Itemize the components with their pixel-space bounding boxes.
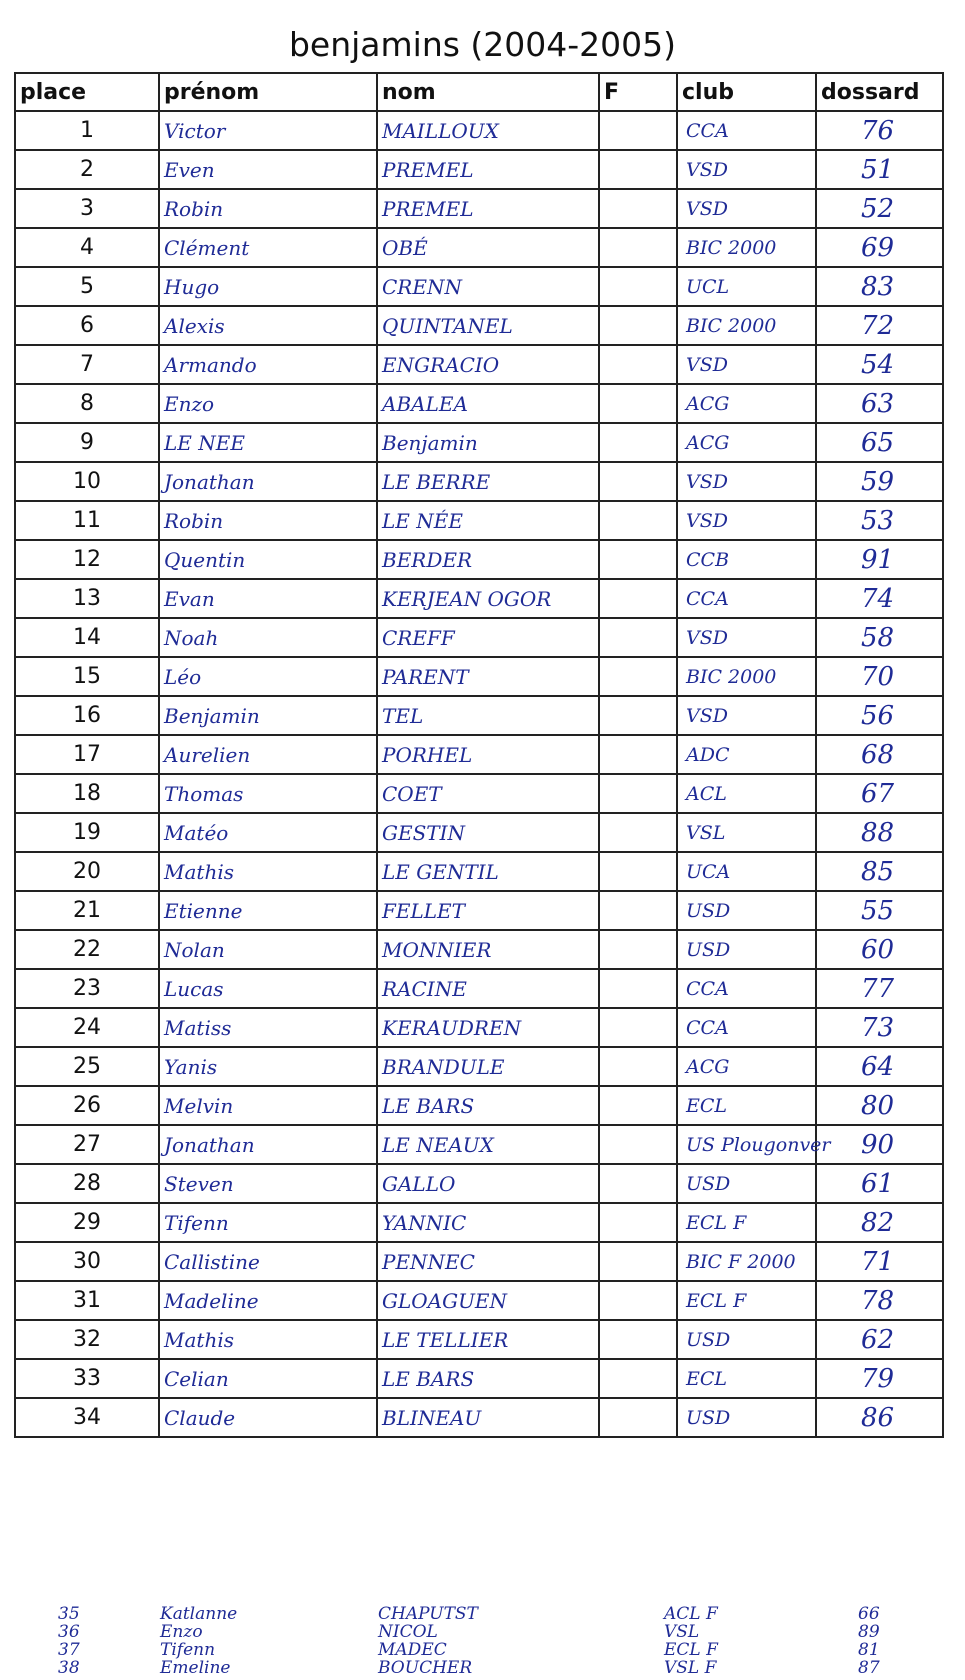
cell-club: BIC 2000 bbox=[677, 657, 816, 696]
cell-prenom: Quentin bbox=[159, 540, 377, 579]
cell-f bbox=[599, 1398, 677, 1437]
cell-nom: BERDER bbox=[377, 540, 599, 579]
cell-f bbox=[599, 696, 677, 735]
cell-dossard: 59 bbox=[816, 462, 943, 501]
cell-nom: YANNIC bbox=[377, 1203, 599, 1242]
cell-place: 28 bbox=[15, 1164, 159, 1203]
cell-place: 1 bbox=[15, 111, 159, 150]
table-row bbox=[15, 111, 943, 150]
table-row bbox=[15, 1359, 943, 1398]
cell-dossard: 91 bbox=[816, 540, 943, 579]
cell-nom: LE NÉE bbox=[377, 501, 599, 540]
extra-nom: MADEC bbox=[378, 1640, 447, 1660]
table-row bbox=[15, 228, 943, 267]
table-row bbox=[15, 657, 943, 696]
cell-place: 33 bbox=[15, 1359, 159, 1398]
cell-dossard: 77 bbox=[816, 969, 943, 1008]
table-row bbox=[15, 1008, 943, 1047]
cell-club: BIC 2000 bbox=[677, 228, 816, 267]
table-row bbox=[15, 1281, 943, 1320]
extra-club: VSL F bbox=[664, 1658, 717, 1678]
cell-place: 21 bbox=[15, 891, 159, 930]
extra-club: ACL F bbox=[664, 1604, 718, 1624]
cell-nom: LE NEAUX bbox=[377, 1125, 599, 1164]
cell-prenom: Robin bbox=[159, 501, 377, 540]
cell-f bbox=[599, 1242, 677, 1281]
table-row bbox=[15, 1125, 943, 1164]
cell-nom: TEL bbox=[377, 696, 599, 735]
header-nom: nom bbox=[377, 73, 599, 111]
cell-place: 24 bbox=[15, 1008, 159, 1047]
extra-club: ECL F bbox=[664, 1640, 718, 1660]
cell-dossard: 56 bbox=[816, 696, 943, 735]
cell-f bbox=[599, 657, 677, 696]
cell-dossard: 83 bbox=[816, 267, 943, 306]
cell-prenom: Jonathan bbox=[159, 1125, 377, 1164]
cell-club: ACL bbox=[677, 774, 816, 813]
cell-f bbox=[599, 501, 677, 540]
cell-club: VSD bbox=[677, 501, 816, 540]
cell-place: 23 bbox=[15, 969, 159, 1008]
cell-club: UCL bbox=[677, 267, 816, 306]
cell-prenom: Lucas bbox=[159, 969, 377, 1008]
cell-nom: PREMEL bbox=[377, 150, 599, 189]
cell-place: 5 bbox=[15, 267, 159, 306]
table-row bbox=[15, 813, 943, 852]
header-prenom: prénom bbox=[159, 73, 377, 111]
table-row bbox=[15, 696, 943, 735]
extra-nom: BOUCHER bbox=[378, 1658, 473, 1678]
cell-dossard: 61 bbox=[816, 1164, 943, 1203]
cell-club: CCA bbox=[677, 579, 816, 618]
cell-place: 11 bbox=[15, 501, 159, 540]
cell-prenom: Even bbox=[159, 150, 377, 189]
cell-nom: CREFF bbox=[377, 618, 599, 657]
cell-club: BIC F 2000 bbox=[677, 1242, 816, 1281]
cell-f bbox=[599, 1086, 677, 1125]
cell-place: 14 bbox=[15, 618, 159, 657]
cell-f bbox=[599, 1359, 677, 1398]
cell-f bbox=[599, 267, 677, 306]
cell-dossard: 80 bbox=[816, 1086, 943, 1125]
cell-nom: GESTIN bbox=[377, 813, 599, 852]
cell-nom: PORHEL bbox=[377, 735, 599, 774]
cell-club: ECL F bbox=[677, 1281, 816, 1320]
header-club: club bbox=[677, 73, 816, 111]
table-row bbox=[15, 1086, 943, 1125]
cell-prenom: Jonathan bbox=[159, 462, 377, 501]
cell-prenom: Tifenn bbox=[159, 1203, 377, 1242]
cell-nom: LE BARS bbox=[377, 1359, 599, 1398]
table-row bbox=[15, 345, 943, 384]
cell-dossard: 65 bbox=[816, 423, 943, 462]
cell-f bbox=[599, 735, 677, 774]
cell-f bbox=[599, 540, 677, 579]
cell-nom: LE BARS bbox=[377, 1086, 599, 1125]
cell-dossard: 79 bbox=[816, 1359, 943, 1398]
page-title: benjamins (2004-2005) bbox=[288, 25, 677, 64]
cell-prenom: Nolan bbox=[159, 930, 377, 969]
cell-club: USD bbox=[677, 930, 816, 969]
cell-prenom: Robin bbox=[159, 189, 377, 228]
cell-dossard: 78 bbox=[816, 1281, 943, 1320]
cell-f bbox=[599, 969, 677, 1008]
cell-dossard: 62 bbox=[816, 1320, 943, 1359]
cell-club: ECL F bbox=[677, 1203, 816, 1242]
extra-place: 38 bbox=[58, 1658, 80, 1678]
cell-f bbox=[599, 774, 677, 813]
cell-prenom: Armando bbox=[159, 345, 377, 384]
table-row bbox=[15, 930, 943, 969]
cell-f bbox=[599, 111, 677, 150]
cell-place: 32 bbox=[15, 1320, 159, 1359]
extra-dossard: 81 bbox=[858, 1640, 880, 1660]
table-row bbox=[15, 189, 943, 228]
cell-f bbox=[599, 813, 677, 852]
cell-club: US Plougonver bbox=[677, 1125, 816, 1164]
cell-prenom: Madeline bbox=[159, 1281, 377, 1320]
table-row bbox=[15, 579, 943, 618]
extra-prenom: Tifenn bbox=[160, 1640, 216, 1660]
cell-nom: GALLO bbox=[377, 1164, 599, 1203]
cell-dossard: 90 bbox=[816, 1125, 943, 1164]
table-row bbox=[15, 423, 943, 462]
table-row bbox=[15, 852, 943, 891]
cell-club: VSD bbox=[677, 462, 816, 501]
cell-prenom: Matiss bbox=[159, 1008, 377, 1047]
cell-dossard: 67 bbox=[816, 774, 943, 813]
cell-club: USD bbox=[677, 1320, 816, 1359]
extra-row bbox=[0, 1659, 965, 1677]
cell-nom: PENNEC bbox=[377, 1242, 599, 1281]
cell-prenom: Matéo bbox=[159, 813, 377, 852]
cell-nom: CRENN bbox=[377, 267, 599, 306]
cell-f bbox=[599, 1008, 677, 1047]
cell-f bbox=[599, 384, 677, 423]
cell-f bbox=[599, 1203, 677, 1242]
table-row bbox=[15, 384, 943, 423]
cell-nom: LE GENTIL bbox=[377, 852, 599, 891]
table-row bbox=[15, 1047, 943, 1086]
cell-club: VSD bbox=[677, 618, 816, 657]
cell-club: CCA bbox=[677, 1008, 816, 1047]
cell-f bbox=[599, 618, 677, 657]
cell-f bbox=[599, 228, 677, 267]
cell-place: 16 bbox=[15, 696, 159, 735]
cell-prenom: Claude bbox=[159, 1398, 377, 1437]
cell-club: VSD bbox=[677, 150, 816, 189]
cell-f bbox=[599, 423, 677, 462]
cell-f bbox=[599, 462, 677, 501]
cell-f bbox=[599, 345, 677, 384]
cell-dossard: 74 bbox=[816, 579, 943, 618]
header-dossard: dossard bbox=[816, 73, 943, 111]
results-table bbox=[14, 72, 944, 1438]
cell-club: ACG bbox=[677, 423, 816, 462]
cell-club: VSD bbox=[677, 189, 816, 228]
cell-nom: Benjamin bbox=[377, 423, 599, 462]
cell-nom: GLOAGUEN bbox=[377, 1281, 599, 1320]
cell-nom: MAILLOUX bbox=[377, 111, 599, 150]
cell-place: 19 bbox=[15, 813, 159, 852]
cell-f bbox=[599, 1320, 677, 1359]
table-row bbox=[15, 267, 943, 306]
cell-f bbox=[599, 150, 677, 189]
cell-f bbox=[599, 852, 677, 891]
cell-place: 25 bbox=[15, 1047, 159, 1086]
cell-place: 7 bbox=[15, 345, 159, 384]
cell-prenom: Aurelien bbox=[159, 735, 377, 774]
cell-club: CCB bbox=[677, 540, 816, 579]
cell-nom: PREMEL bbox=[377, 189, 599, 228]
cell-f bbox=[599, 1281, 677, 1320]
cell-dossard: 71 bbox=[816, 1242, 943, 1281]
cell-nom: LE BERRE bbox=[377, 462, 599, 501]
cell-prenom: Léo bbox=[159, 657, 377, 696]
cell-f bbox=[599, 1125, 677, 1164]
extra-row bbox=[0, 1623, 965, 1641]
table-row bbox=[15, 462, 943, 501]
cell-prenom: Noah bbox=[159, 618, 377, 657]
cell-club: VSD bbox=[677, 696, 816, 735]
cell-place: 2 bbox=[15, 150, 159, 189]
cell-dossard: 73 bbox=[816, 1008, 943, 1047]
cell-place: 3 bbox=[15, 189, 159, 228]
cell-f bbox=[599, 579, 677, 618]
cell-place: 29 bbox=[15, 1203, 159, 1242]
cell-f bbox=[599, 891, 677, 930]
cell-dossard: 53 bbox=[816, 501, 943, 540]
cell-dossard: 64 bbox=[816, 1047, 943, 1086]
cell-prenom: Clément bbox=[159, 228, 377, 267]
cell-prenom: Celian bbox=[159, 1359, 377, 1398]
cell-place: 17 bbox=[15, 735, 159, 774]
extra-club: VSL bbox=[664, 1622, 700, 1642]
cell-nom: FELLET bbox=[377, 891, 599, 930]
cell-nom: COET bbox=[377, 774, 599, 813]
extra-place: 36 bbox=[58, 1622, 80, 1642]
cell-club: ACG bbox=[677, 1047, 816, 1086]
cell-nom: OBÉ bbox=[377, 228, 599, 267]
cell-prenom: Alexis bbox=[159, 306, 377, 345]
cell-club: VSL bbox=[677, 813, 816, 852]
cell-place: 31 bbox=[15, 1281, 159, 1320]
cell-place: 27 bbox=[15, 1125, 159, 1164]
cell-prenom: Melvin bbox=[159, 1086, 377, 1125]
cell-f bbox=[599, 189, 677, 228]
cell-place: 22 bbox=[15, 930, 159, 969]
cell-f bbox=[599, 1047, 677, 1086]
cell-prenom: Enzo bbox=[159, 384, 377, 423]
cell-club: CCA bbox=[677, 111, 816, 150]
cell-club: USD bbox=[677, 1398, 816, 1437]
cell-nom: KERJEAN OGOR bbox=[377, 579, 599, 618]
cell-nom: ABALEA bbox=[377, 384, 599, 423]
table-row bbox=[15, 1242, 943, 1281]
cell-prenom: Evan bbox=[159, 579, 377, 618]
cell-dossard: 70 bbox=[816, 657, 943, 696]
cell-club: USD bbox=[677, 891, 816, 930]
cell-prenom: Thomas bbox=[159, 774, 377, 813]
extra-prenom: Enzo bbox=[160, 1622, 203, 1642]
cell-dossard: 69 bbox=[816, 228, 943, 267]
cell-nom: QUINTANEL bbox=[377, 306, 599, 345]
handwritten-extra-rows bbox=[0, 1605, 965, 1677]
extra-row bbox=[0, 1641, 965, 1659]
extra-prenom: Katlanne bbox=[160, 1604, 238, 1624]
cell-club: ECL bbox=[677, 1359, 816, 1398]
cell-place: 34 bbox=[15, 1398, 159, 1437]
cell-place: 13 bbox=[15, 579, 159, 618]
cell-nom: LE TELLIER bbox=[377, 1320, 599, 1359]
cell-dossard: 86 bbox=[816, 1398, 943, 1437]
cell-f bbox=[599, 1164, 677, 1203]
cell-nom: ENGRACIO bbox=[377, 345, 599, 384]
table-row bbox=[15, 1203, 943, 1242]
cell-nom: BLINEAU bbox=[377, 1398, 599, 1437]
extra-dossard: 66 bbox=[858, 1604, 880, 1624]
cell-club: USD bbox=[677, 1164, 816, 1203]
cell-place: 10 bbox=[15, 462, 159, 501]
table-row bbox=[15, 1320, 943, 1359]
cell-dossard: 68 bbox=[816, 735, 943, 774]
cell-place: 9 bbox=[15, 423, 159, 462]
cell-nom: RACINE bbox=[377, 969, 599, 1008]
cell-dossard: 88 bbox=[816, 813, 943, 852]
cell-place: 20 bbox=[15, 852, 159, 891]
cell-club: UCA bbox=[677, 852, 816, 891]
header-f: F bbox=[599, 73, 677, 111]
extra-nom: CHAPUTST bbox=[378, 1604, 478, 1624]
cell-prenom: Steven bbox=[159, 1164, 377, 1203]
cell-nom: PARENT bbox=[377, 657, 599, 696]
cell-dossard: 85 bbox=[816, 852, 943, 891]
cell-prenom: Victor bbox=[159, 111, 377, 150]
table-row bbox=[15, 501, 943, 540]
cell-club: CCA bbox=[677, 969, 816, 1008]
cell-dossard: 76 bbox=[816, 111, 943, 150]
cell-prenom: Mathis bbox=[159, 1320, 377, 1359]
cell-prenom: Callistine bbox=[159, 1242, 377, 1281]
table-row bbox=[15, 774, 943, 813]
table-row bbox=[15, 1164, 943, 1203]
extra-prenom: Emeline bbox=[160, 1658, 231, 1678]
cell-prenom: Etienne bbox=[159, 891, 377, 930]
table-row bbox=[15, 150, 943, 189]
cell-club: ECL bbox=[677, 1086, 816, 1125]
cell-club: BIC 2000 bbox=[677, 306, 816, 345]
cell-dossard: 55 bbox=[816, 891, 943, 930]
table-row bbox=[15, 618, 943, 657]
cell-place: 26 bbox=[15, 1086, 159, 1125]
cell-dossard: 54 bbox=[816, 345, 943, 384]
cell-place: 18 bbox=[15, 774, 159, 813]
header-place: place bbox=[15, 73, 159, 111]
extra-dossard: 87 bbox=[858, 1658, 880, 1678]
extra-row bbox=[0, 1605, 965, 1623]
cell-dossard: 60 bbox=[816, 930, 943, 969]
cell-prenom: Benjamin bbox=[159, 696, 377, 735]
table-row bbox=[15, 540, 943, 579]
header-row bbox=[15, 73, 943, 111]
cell-dossard: 51 bbox=[816, 150, 943, 189]
extra-place: 37 bbox=[58, 1640, 80, 1660]
cell-place: 12 bbox=[15, 540, 159, 579]
cell-dossard: 72 bbox=[816, 306, 943, 345]
cell-dossard: 52 bbox=[816, 189, 943, 228]
cell-f bbox=[599, 306, 677, 345]
table-row bbox=[15, 735, 943, 774]
cell-nom: MONNIER bbox=[377, 930, 599, 969]
cell-place: 4 bbox=[15, 228, 159, 267]
table-row bbox=[15, 891, 943, 930]
cell-nom: KERAUDREN bbox=[377, 1008, 599, 1047]
cell-prenom: Yanis bbox=[159, 1047, 377, 1086]
cell-dossard: 58 bbox=[816, 618, 943, 657]
table-row bbox=[15, 1398, 943, 1437]
cell-place: 6 bbox=[15, 306, 159, 345]
cell-place: 8 bbox=[15, 384, 159, 423]
cell-club: VSD bbox=[677, 345, 816, 384]
cell-place: 15 bbox=[15, 657, 159, 696]
cell-dossard: 63 bbox=[816, 384, 943, 423]
extra-dossard: 89 bbox=[858, 1622, 880, 1642]
cell-place: 30 bbox=[15, 1242, 159, 1281]
cell-f bbox=[599, 930, 677, 969]
extra-nom: NICOL bbox=[378, 1622, 438, 1642]
table-row bbox=[15, 969, 943, 1008]
table-row bbox=[15, 306, 943, 345]
cell-prenom: Mathis bbox=[159, 852, 377, 891]
extra-place: 35 bbox=[58, 1604, 80, 1624]
cell-club: ADC bbox=[677, 735, 816, 774]
cell-prenom: LE NEE bbox=[159, 423, 377, 462]
cell-prenom: Hugo bbox=[159, 267, 377, 306]
cell-nom: BRANDULE bbox=[377, 1047, 599, 1086]
cell-club: ACG bbox=[677, 384, 816, 423]
cell-dossard: 82 bbox=[816, 1203, 943, 1242]
